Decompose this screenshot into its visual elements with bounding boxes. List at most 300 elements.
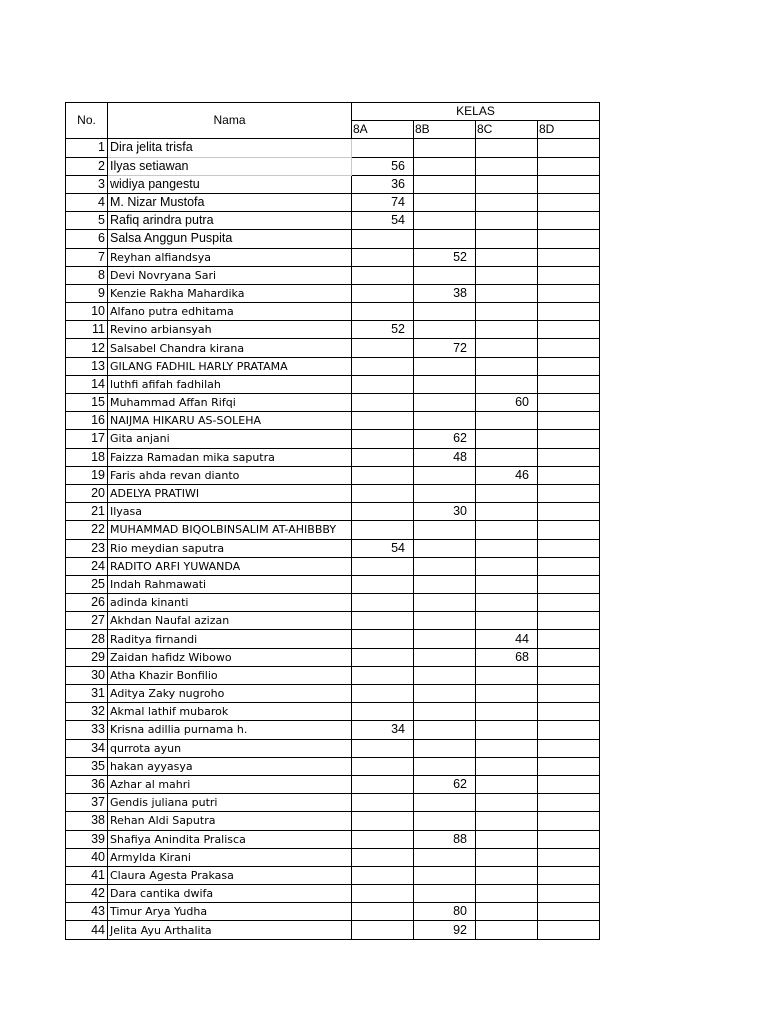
student-name: Timur Arya Yudha xyxy=(108,903,352,921)
score-cell-8b xyxy=(414,484,476,502)
table-row xyxy=(66,430,600,448)
score-cell-8d xyxy=(538,466,600,484)
score-cell-8b xyxy=(414,739,476,757)
score-cell-8d xyxy=(538,830,600,848)
score-cell-8a xyxy=(352,921,414,939)
score-cell-8a xyxy=(352,903,414,921)
score-cell-8b xyxy=(414,193,476,211)
score-cell-8b xyxy=(414,230,476,248)
score-cell-8c xyxy=(476,503,538,521)
row-number: 12 xyxy=(66,339,108,357)
score-cell-8a xyxy=(352,503,414,521)
row-number: 23 xyxy=(66,539,108,557)
score-cell-8c xyxy=(476,284,538,302)
score-cell-8c xyxy=(476,666,538,684)
no-header: No. xyxy=(66,103,108,139)
student-name: Ilyasa xyxy=(108,503,352,521)
row-number: 29 xyxy=(66,648,108,666)
row-number: 7 xyxy=(66,248,108,266)
score-cell-8a xyxy=(352,775,414,793)
score-cell-8d xyxy=(538,484,600,502)
score-cell-8d xyxy=(538,794,600,812)
score-cell-8b xyxy=(414,848,476,866)
score-cell-8a xyxy=(352,666,414,684)
score-cell-8b xyxy=(414,212,476,230)
score-cell-8d xyxy=(538,775,600,793)
student-name: Indah Rahmawati xyxy=(108,575,352,593)
score-cell-8c xyxy=(476,539,538,557)
score-cell-8d xyxy=(538,921,600,939)
score-cell-8b xyxy=(414,757,476,775)
student-name: RADITO ARFI YUWANDA xyxy=(108,557,352,575)
student-name: Aditya Zaky nugroho xyxy=(108,685,352,703)
score-cell-8b xyxy=(414,812,476,830)
score-cell-8b xyxy=(414,557,476,575)
row-number: 19 xyxy=(66,466,108,484)
student-name: Faizza Ramadan mika saputra xyxy=(108,448,352,466)
score-cell-8a xyxy=(352,612,414,630)
table-row xyxy=(66,484,600,502)
table-row xyxy=(66,193,600,211)
score-cell-8d xyxy=(538,448,600,466)
score-cell-8c xyxy=(476,412,538,430)
table-row xyxy=(66,703,600,721)
row-number: 22 xyxy=(66,521,108,539)
score-cell-8d xyxy=(538,266,600,284)
score-cell-8d xyxy=(538,521,600,539)
score-cell-8a xyxy=(352,466,414,484)
score-cell-8a xyxy=(352,557,414,575)
class-header-8d: 8D xyxy=(538,121,600,139)
score-cell-8c xyxy=(476,193,538,211)
score-cell-8c: 46 xyxy=(476,466,538,484)
row-number: 13 xyxy=(66,357,108,375)
student-name: Krisna adillia purnama h. xyxy=(108,721,352,739)
student-name: Revino arbiansyah xyxy=(108,321,352,339)
score-cell-8a xyxy=(352,303,414,321)
table-row xyxy=(66,594,600,612)
table-row xyxy=(66,848,600,866)
table-row xyxy=(66,157,600,175)
score-cell-8a xyxy=(352,575,414,593)
row-number: 8 xyxy=(66,266,108,284)
score-cell-8c: 44 xyxy=(476,630,538,648)
student-name: Muhammad Affan Rifqi xyxy=(108,394,352,412)
table-row xyxy=(66,866,600,884)
table-row xyxy=(66,721,600,739)
table-row xyxy=(66,557,600,575)
student-name: NAIJMA HIKARU AS-SOLEHA xyxy=(108,412,352,430)
score-cell-8b xyxy=(414,521,476,539)
grade-sheet xyxy=(65,102,600,940)
row-number: 34 xyxy=(66,739,108,757)
score-cell-8b xyxy=(414,321,476,339)
score-cell-8d xyxy=(538,903,600,921)
score-cell-8b: 92 xyxy=(414,921,476,939)
score-cell-8c xyxy=(476,484,538,502)
table-row xyxy=(66,685,600,703)
score-cell-8b xyxy=(414,539,476,557)
score-cell-8d xyxy=(538,757,600,775)
score-cell-8a: 34 xyxy=(352,721,414,739)
score-cell-8b xyxy=(414,794,476,812)
score-cell-8c xyxy=(476,903,538,921)
score-cell-8d xyxy=(538,375,600,393)
grade-table xyxy=(65,102,600,940)
score-cell-8c xyxy=(476,303,538,321)
score-cell-8c xyxy=(476,557,538,575)
score-cell-8c xyxy=(476,848,538,866)
student-name: Rehan Aldi Saputra xyxy=(108,812,352,830)
table-row xyxy=(66,212,600,230)
row-number: 44 xyxy=(66,921,108,939)
score-cell-8a xyxy=(352,848,414,866)
row-number: 10 xyxy=(66,303,108,321)
score-cell-8a xyxy=(352,685,414,703)
score-cell-8b xyxy=(414,648,476,666)
class-header-8a: 8A xyxy=(352,121,414,139)
score-cell-8b: 30 xyxy=(414,503,476,521)
student-name: Rafiq arindra putra xyxy=(108,212,352,230)
score-cell-8b xyxy=(414,266,476,284)
row-number: 15 xyxy=(66,394,108,412)
score-cell-8c xyxy=(476,812,538,830)
score-cell-8d xyxy=(538,284,600,302)
row-number: 28 xyxy=(66,630,108,648)
student-name: Ilyas setiawan xyxy=(108,157,352,175)
row-number: 35 xyxy=(66,757,108,775)
student-name: Zaidan hafidz Wibowo xyxy=(108,648,352,666)
row-number: 43 xyxy=(66,903,108,921)
score-cell-8b xyxy=(414,357,476,375)
score-cell-8c xyxy=(476,321,538,339)
row-number: 17 xyxy=(66,430,108,448)
score-cell-8d xyxy=(538,557,600,575)
score-cell-8d xyxy=(538,212,600,230)
score-cell-8d xyxy=(538,703,600,721)
row-number: 21 xyxy=(66,503,108,521)
score-cell-8c xyxy=(476,866,538,884)
table-row xyxy=(66,503,600,521)
score-cell-8d xyxy=(538,175,600,193)
student-name: Gita anjani xyxy=(108,430,352,448)
class-header-8c: 8C xyxy=(476,121,538,139)
score-cell-8c xyxy=(476,885,538,903)
score-cell-8b xyxy=(414,685,476,703)
row-number: 41 xyxy=(66,866,108,884)
score-cell-8c xyxy=(476,339,538,357)
row-number: 26 xyxy=(66,594,108,612)
table-row xyxy=(66,266,600,284)
score-cell-8a xyxy=(352,484,414,502)
score-cell-8c xyxy=(476,248,538,266)
row-number: 1 xyxy=(66,139,108,157)
score-cell-8d xyxy=(538,848,600,866)
score-cell-8c xyxy=(476,757,538,775)
student-name: Azhar al mahri xyxy=(108,775,352,793)
table-row xyxy=(66,321,600,339)
score-cell-8b xyxy=(414,412,476,430)
score-cell-8b xyxy=(414,303,476,321)
score-cell-8c xyxy=(476,448,538,466)
student-name: M. Nizar Mustofa xyxy=(108,193,352,211)
table-row xyxy=(66,630,600,648)
student-name: Dara cantika dwifa xyxy=(108,885,352,903)
row-number: 40 xyxy=(66,848,108,866)
row-number: 11 xyxy=(66,321,108,339)
row-number: 18 xyxy=(66,448,108,466)
student-name: Salsa Anggun Puspita xyxy=(108,230,352,248)
score-cell-8b: 52 xyxy=(414,248,476,266)
student-name: MUHAMMAD BIQOLBINSALIM AT-AHIBBBY xyxy=(108,521,352,539)
table-row xyxy=(66,394,600,412)
score-cell-8d xyxy=(538,430,600,448)
row-number: 33 xyxy=(66,721,108,739)
table-row xyxy=(66,448,600,466)
score-cell-8c xyxy=(476,266,538,284)
student-name: Devi Novryana Sari xyxy=(108,266,352,284)
score-cell-8a xyxy=(352,357,414,375)
score-cell-8d xyxy=(538,357,600,375)
score-cell-8d xyxy=(538,303,600,321)
score-cell-8b xyxy=(414,139,476,157)
score-cell-8d xyxy=(538,685,600,703)
score-cell-8b xyxy=(414,594,476,612)
score-cell-8a xyxy=(352,375,414,393)
score-cell-8d xyxy=(538,139,600,157)
score-cell-8b xyxy=(414,630,476,648)
table-row xyxy=(66,757,600,775)
score-cell-8c xyxy=(476,685,538,703)
row-number: 42 xyxy=(66,885,108,903)
student-name: Atha Khazir Bonfilio xyxy=(108,666,352,684)
score-cell-8a xyxy=(352,739,414,757)
row-number: 30 xyxy=(66,666,108,684)
score-cell-8a: 56 xyxy=(352,157,414,175)
table-row xyxy=(66,139,600,157)
score-cell-8a xyxy=(352,266,414,284)
score-cell-8a: 52 xyxy=(352,321,414,339)
row-number: 20 xyxy=(66,484,108,502)
score-cell-8a: 36 xyxy=(352,175,414,193)
score-cell-8d xyxy=(538,394,600,412)
row-number: 25 xyxy=(66,575,108,593)
student-name: Akhdan Naufal azizan xyxy=(108,612,352,630)
score-cell-8b: 48 xyxy=(414,448,476,466)
student-name: Akmal lathif mubarok xyxy=(108,703,352,721)
score-cell-8b: 72 xyxy=(414,339,476,357)
score-cell-8b xyxy=(414,157,476,175)
table-row xyxy=(66,794,600,812)
student-name: Raditya firnandi xyxy=(108,630,352,648)
score-cell-8a: 54 xyxy=(352,539,414,557)
row-number: 39 xyxy=(66,830,108,848)
row-number: 9 xyxy=(66,284,108,302)
score-cell-8d xyxy=(538,321,600,339)
score-cell-8d xyxy=(538,339,600,357)
score-cell-8c xyxy=(476,612,538,630)
table-row xyxy=(66,284,600,302)
score-cell-8d xyxy=(538,866,600,884)
score-cell-8a xyxy=(352,139,414,157)
table-row xyxy=(66,175,600,193)
table-row xyxy=(66,775,600,793)
row-number: 5 xyxy=(66,212,108,230)
score-cell-8d xyxy=(538,648,600,666)
kelas-header: KELAS xyxy=(352,103,600,121)
student-name: hakan ayyasya xyxy=(108,757,352,775)
score-cell-8d xyxy=(538,539,600,557)
student-name: Claura Agesta Prakasa xyxy=(108,866,352,884)
table-row xyxy=(66,521,600,539)
header-row-top xyxy=(66,103,600,121)
student-name: Alfano putra edhitama xyxy=(108,303,352,321)
score-cell-8a xyxy=(352,830,414,848)
score-cell-8a xyxy=(352,430,414,448)
table-row xyxy=(66,812,600,830)
score-cell-8c: 60 xyxy=(476,394,538,412)
student-name: Kenzie Rakha Mahardika xyxy=(108,284,352,302)
score-cell-8a xyxy=(352,812,414,830)
table-row xyxy=(66,666,600,684)
score-cell-8b xyxy=(414,721,476,739)
row-number: 37 xyxy=(66,794,108,812)
row-number: 32 xyxy=(66,703,108,721)
table-row xyxy=(66,739,600,757)
row-number: 36 xyxy=(66,775,108,793)
row-number: 38 xyxy=(66,812,108,830)
score-cell-8d xyxy=(538,230,600,248)
score-cell-8a xyxy=(352,339,414,357)
score-cell-8a xyxy=(352,866,414,884)
score-cell-8b xyxy=(414,885,476,903)
score-cell-8b xyxy=(414,575,476,593)
table-row xyxy=(66,375,600,393)
score-cell-8d xyxy=(538,594,600,612)
score-cell-8c xyxy=(476,830,538,848)
score-cell-8b: 80 xyxy=(414,903,476,921)
table-row xyxy=(66,357,600,375)
score-cell-8a xyxy=(352,757,414,775)
student-name: Salsabel Chandra kirana xyxy=(108,339,352,357)
table-row xyxy=(66,575,600,593)
score-cell-8d xyxy=(538,739,600,757)
score-cell-8d xyxy=(538,575,600,593)
score-cell-8c xyxy=(476,357,538,375)
nama-header: Nama xyxy=(108,103,352,139)
row-number: 24 xyxy=(66,557,108,575)
score-cell-8d xyxy=(538,193,600,211)
score-cell-8b xyxy=(414,703,476,721)
score-cell-8c xyxy=(476,703,538,721)
student-name: Armylda Kirani xyxy=(108,848,352,866)
score-cell-8c xyxy=(476,375,538,393)
score-cell-8c: 68 xyxy=(476,648,538,666)
score-cell-8b xyxy=(414,666,476,684)
table-row xyxy=(66,412,600,430)
score-cell-8b xyxy=(414,612,476,630)
row-number: 27 xyxy=(66,612,108,630)
row-number: 14 xyxy=(66,375,108,393)
score-cell-8c xyxy=(476,721,538,739)
score-cell-8d xyxy=(538,612,600,630)
student-name: Faris ahda revan dianto xyxy=(108,466,352,484)
score-cell-8c xyxy=(476,739,538,757)
table-row xyxy=(66,539,600,557)
row-number: 3 xyxy=(66,175,108,193)
class-header-8b: 8B xyxy=(414,121,476,139)
score-cell-8d xyxy=(538,503,600,521)
score-cell-8b: 62 xyxy=(414,430,476,448)
score-cell-8c xyxy=(476,212,538,230)
table-row xyxy=(66,248,600,266)
score-cell-8a: 54 xyxy=(352,212,414,230)
score-cell-8a xyxy=(352,230,414,248)
score-cell-8b: 62 xyxy=(414,775,476,793)
score-cell-8c xyxy=(476,794,538,812)
score-cell-8a xyxy=(352,284,414,302)
score-cell-8d xyxy=(538,666,600,684)
score-cell-8a xyxy=(352,412,414,430)
score-cell-8a xyxy=(352,448,414,466)
student-name: Reyhan alfiandsya xyxy=(108,248,352,266)
score-cell-8a xyxy=(352,594,414,612)
score-cell-8b xyxy=(414,375,476,393)
student-name: ADELYA PRATIWI xyxy=(108,484,352,502)
table-row xyxy=(66,921,600,939)
table-row xyxy=(66,230,600,248)
score-cell-8d xyxy=(538,885,600,903)
score-cell-8c xyxy=(476,175,538,193)
score-cell-8b xyxy=(414,866,476,884)
row-number: 16 xyxy=(66,412,108,430)
score-cell-8a xyxy=(352,648,414,666)
score-cell-8d xyxy=(538,630,600,648)
score-cell-8a xyxy=(352,521,414,539)
score-cell-8a xyxy=(352,885,414,903)
student-name: GILANG FADHIL HARLY PRATAMA xyxy=(108,357,352,375)
score-cell-8d xyxy=(538,248,600,266)
student-name: Dira jelita trisfa xyxy=(108,139,352,157)
score-cell-8a xyxy=(352,794,414,812)
score-cell-8b xyxy=(414,394,476,412)
score-cell-8c xyxy=(476,775,538,793)
row-number: 2 xyxy=(66,157,108,175)
score-cell-8a xyxy=(352,703,414,721)
student-name: widiya pangestu xyxy=(108,175,352,193)
student-name: Gendis juliana putri xyxy=(108,794,352,812)
score-cell-8a: 74 xyxy=(352,193,414,211)
table-row xyxy=(66,885,600,903)
student-name: qurrota ayun xyxy=(108,739,352,757)
score-cell-8a xyxy=(352,248,414,266)
table-row xyxy=(66,466,600,484)
table-row xyxy=(66,303,600,321)
score-cell-8b: 88 xyxy=(414,830,476,848)
score-cell-8c xyxy=(476,575,538,593)
score-cell-8b xyxy=(414,175,476,193)
score-cell-8c xyxy=(476,521,538,539)
score-cell-8c xyxy=(476,230,538,248)
row-number: 31 xyxy=(66,685,108,703)
score-cell-8c xyxy=(476,430,538,448)
score-cell-8d xyxy=(538,157,600,175)
table-row xyxy=(66,612,600,630)
score-cell-8b xyxy=(414,466,476,484)
score-cell-8c xyxy=(476,157,538,175)
student-name: adinda kinanti xyxy=(108,594,352,612)
row-number: 4 xyxy=(66,193,108,211)
